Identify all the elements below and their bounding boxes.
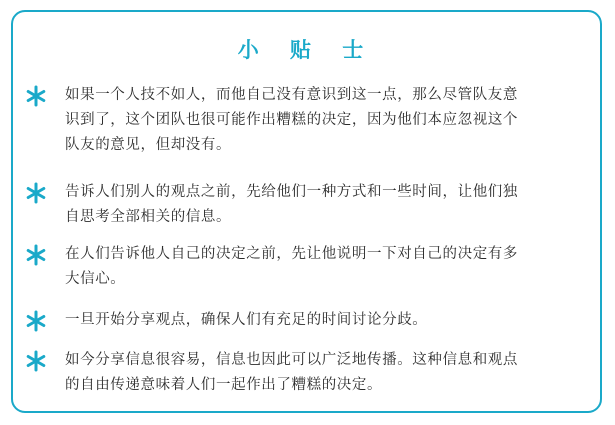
asterisk-icon — [25, 244, 47, 266]
tip-line: 在人们告诉他人自己的决定之前，先让他说明一下对自己的决定有多 — [65, 246, 518, 262]
tip-text — [65, 242, 590, 292]
asterisk-icon — [25, 182, 47, 204]
asterisk-icon — [25, 85, 47, 107]
tips-card — [11, 10, 602, 413]
tip-line: 如今分享信息很容易，信息也因此可以广泛地传播。这种信息和观点 — [65, 352, 518, 368]
tip-line: 告诉人们别人的观点之前，先给他们一种方式和一些时间，让他们独 — [65, 184, 518, 200]
tip-text — [65, 180, 590, 230]
tip-line: 队友的意见，但却没有。 — [65, 137, 232, 153]
tip-text — [65, 83, 590, 158]
tip-line: 大信心。 — [65, 271, 126, 287]
tip-line: 如果一个人技不如人，而他自己没有意识到这一点，那么尽管队友意 — [65, 87, 518, 103]
tip-text — [65, 348, 590, 398]
card-title: 小 贴 士 — [237, 37, 376, 62]
tip-line: 的自由传递意味着人们一起作出了糟糕的决定。 — [65, 377, 383, 393]
tip-line: 识到了，这个团队也很可能作出糟糕的决定，因为他们本应忽视这个 — [65, 112, 518, 128]
asterisk-icon — [25, 310, 47, 332]
tip-line: 自思考全部相关的信息。 — [65, 209, 232, 225]
tip-text — [65, 308, 590, 333]
tip-line: 一旦开始分享观点，确保人们有充足的时间讨论分歧。 — [65, 312, 428, 328]
asterisk-icon — [25, 350, 47, 372]
